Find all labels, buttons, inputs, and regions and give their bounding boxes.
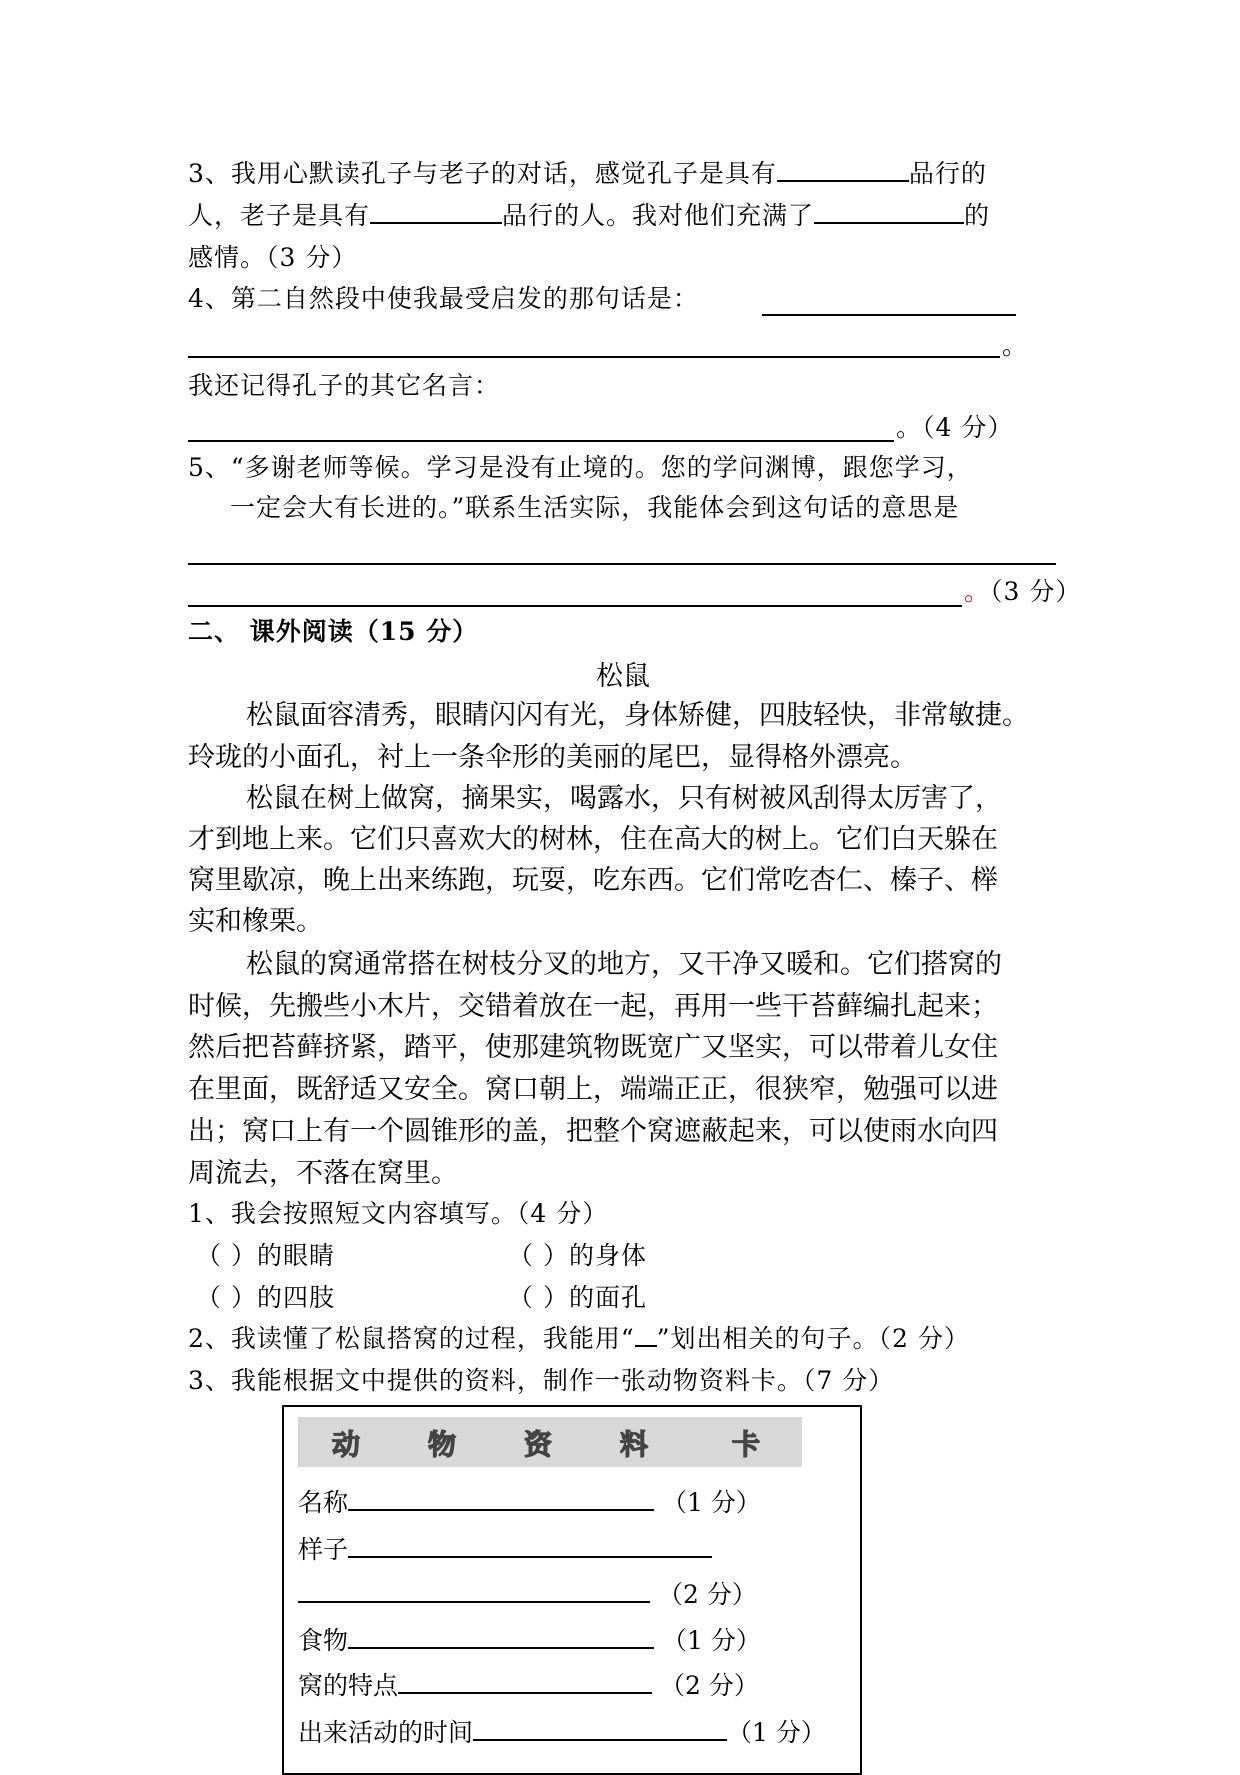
card-row-food [298,1625,761,1657]
section-heading: 二、 课外阅读（15 分） [188,617,479,646]
card-label: 食物 [298,1626,349,1655]
q4-line3: 我还记得孔子的其它名言： [188,371,501,400]
q4-line1 [188,283,699,315]
fill-blank[interactable]: （ ）的四肢 [196,1283,335,1312]
card-row-nest [298,1670,759,1702]
card-title-char: 卡 [732,1428,761,1461]
q3-text: 品行的 [908,159,987,188]
q5-score [964,576,1081,608]
fill-blank[interactable]: （ ）的面孔 [508,1283,647,1312]
card-score: （2 分） [660,1671,759,1700]
card-blank[interactable] [473,1717,727,1741]
q3-line3: 感情。（3 分） [188,243,358,272]
passage-line: 才到地上来。它们只喜欢大的树林，住在高大的树上。它们白天躲在 [188,824,998,855]
card-title-char: 动 [332,1428,361,1461]
card-row-time [298,1717,826,1749]
fill-blank[interactable]: （ ）的眼睛 [196,1241,335,1270]
card-header [298,1417,802,1467]
answer-blank[interactable] [814,200,964,224]
card-blank[interactable] [348,1534,712,1558]
passage-line: 时候，先搬些小木片，交错着放在一起，再用一些干苔藓编扎起来； [188,991,998,1022]
passage-line: 在里面，既舒适又安全。窝口朝上，端端正正，很狭窄，勉强可以进 [188,1074,998,1105]
p2-q2-text: ”划出相关的句子。（2 分） [656,1324,970,1353]
answer-line[interactable] [188,563,1056,565]
animal-info-card [282,1405,862,1775]
answer-blank[interactable] [777,158,909,182]
passage-line: 出；窝口上有一个圆锥形的盖，把整个窝遮蔽起来，可以使雨水向四 [188,1116,998,1147]
q4-period: 。 [1002,331,1029,360]
p2-q2-text: 2、我读懂了松鼠搭窝的过程，我能用“ [188,1324,635,1353]
q4-score: 。（4 分） [896,413,1014,442]
card-score: （1 分） [662,1626,761,1655]
card-label: 窝的特点 [298,1671,399,1700]
card-blank[interactable] [398,1670,652,1694]
card-score: （2 分） [658,1580,757,1609]
answer-line[interactable] [188,440,894,442]
passage-line: 实和橡栗。 [188,906,323,937]
q5-period: 。 [964,577,991,606]
underline-sample [635,1325,657,1347]
q3-line1 [188,158,987,190]
q3-text: 人，老子是具有 [188,201,371,230]
passage-line: 松鼠面容清秀，眼睛闪闪有光，身体矫健，四肢轻快，非常敏捷。 [246,700,1029,731]
card-row-look-2 [298,1579,757,1611]
card-title-char: 资 [524,1428,553,1461]
answer-line[interactable] [188,356,1000,358]
passage-line: 玲珑的小面孔，衬上一条伞形的美丽的尾巴，显得格外漂亮。 [188,742,917,773]
p2-q3: 3、我能根据文中提供的资料，制作一张动物资料卡。（7 分） [188,1366,895,1395]
card-row-look [298,1534,712,1566]
q3-text: 品行的人。我对他们充满了 [502,201,815,230]
passage-line: 窝里歇凉，晚上出来练跑，玩耍，吃东西。它们常吃杏仁、榛子、榉 [188,865,998,896]
passage-title: 松鼠 [596,661,650,692]
passage-line: 松鼠的窝通常搭在树枝分叉的地方，又干净又暖和。它们搭窝的 [246,949,1002,980]
card-label: 样子 [298,1535,349,1564]
q3-line2 [188,200,990,232]
p2-q2 [188,1323,970,1355]
card-blank[interactable] [298,1579,650,1603]
card-score: （1 分） [662,1488,761,1517]
answer-line[interactable] [188,605,962,607]
answer-blank[interactable] [370,200,502,224]
card-title-char: 料 [620,1428,649,1461]
passage-line: 松鼠在树上做窝，摘果实，喝露水，只有树被风刮得太厉害了， [246,783,1002,814]
q4-text: 4、第二自然段中使我最受启发的那句话是： [188,284,699,313]
q5-line1: 5、“多谢老师等候。学习是没有止境的。您的学问渊博，跟您学习， [188,453,973,482]
card-score: （1 分） [727,1718,826,1747]
q3-text: 3、我用心默读孔子与老子的对话，感觉孔子是具有 [188,159,777,188]
fill-blank[interactable]: （ ）的身体 [508,1241,647,1270]
q5-score-text: （3 分） [990,577,1082,606]
card-blank[interactable] [348,1487,654,1511]
card-blank[interactable] [348,1625,654,1649]
q5-line2: 一定会大有长进的。”联系生活实际，我能体会到这句话的意思是 [230,493,960,522]
card-label: 出来活动的时间 [298,1718,474,1747]
passage-line: 然后把苔藓挤紧，踏平，使那建筑物既宽广又坚实，可以带着儿女住 [188,1032,998,1063]
p2-q1: 1、我会按照短文内容填写。（4 分） [188,1199,609,1228]
card-label: 名称 [298,1488,349,1517]
answer-line[interactable] [762,314,1016,316]
q3-text: 的 [964,201,991,230]
passage-line: 周流去，不落在窝里。 [188,1158,458,1189]
card-row-name [298,1487,761,1519]
card-title-char: 物 [428,1428,457,1461]
